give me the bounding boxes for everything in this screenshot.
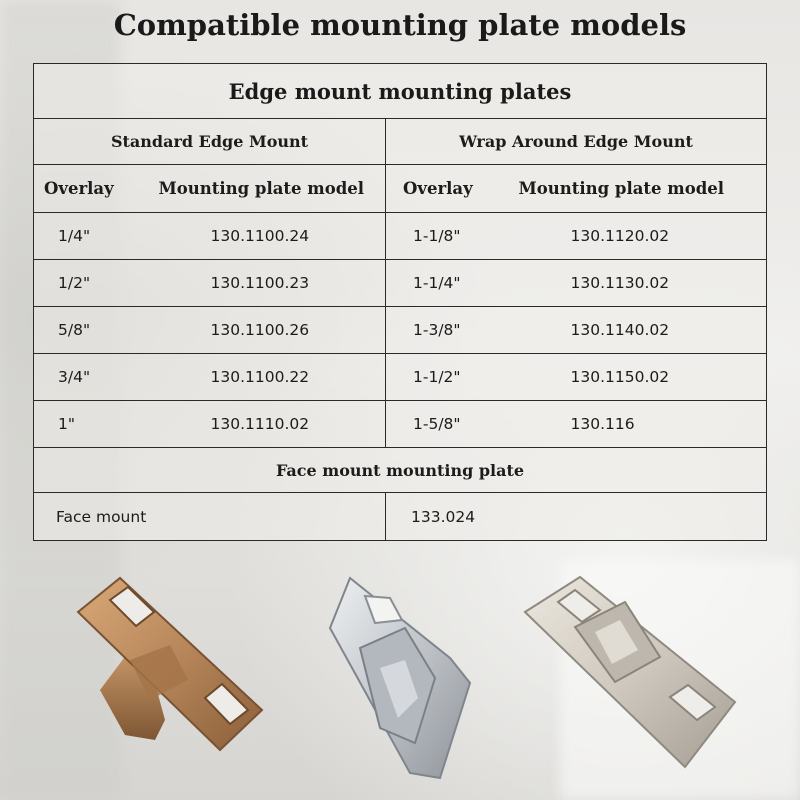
wrap-overlay-cell: 1-1/8": [386, 213, 503, 260]
page-title: Compatible mounting plate models: [113, 8, 687, 42]
standard-overlay-cell: 3/4": [34, 354, 148, 401]
standard-overlay-cell: 1/4": [34, 213, 148, 260]
table-row: [34, 354, 767, 401]
bronze-mounting-plate-image: [70, 570, 270, 770]
standard-model-cell: 130.1110.02: [148, 401, 386, 448]
table-row: [34, 401, 767, 448]
standard-overlay-cell: 1": [34, 401, 148, 448]
wrap-model-cell: 130.1130.02: [503, 260, 767, 307]
wrap-overlay-cell: 1-1/2": [386, 354, 503, 401]
wrap-model-cell: 130.1120.02: [503, 213, 767, 260]
wrap-model-cell: 130.1140.02: [503, 307, 767, 354]
nickel-mounting-plate-image: [520, 572, 740, 772]
wrap-model-header: Mounting plate model: [503, 165, 767, 213]
standard-model-cell: 130.1100.22: [148, 354, 386, 401]
wrap-overlay-cell: 1-3/8": [386, 307, 503, 354]
standard-model-cell: 130.1100.26: [148, 307, 386, 354]
table-row: [34, 260, 767, 307]
standard-edge-heading: Standard Edge Mount: [34, 119, 386, 165]
wrap-overlay-cell: 1-1/4": [386, 260, 503, 307]
face-mount-model: 133.024: [386, 493, 767, 541]
wrap-overlay-header: Overlay: [386, 165, 503, 213]
wrap-overlay-cell: 1-5/8": [386, 401, 503, 448]
standard-model-header: Mounting plate model: [148, 165, 386, 213]
wrap-model-cell: 130.1150.02: [503, 354, 767, 401]
standard-overlay-cell: 1/2": [34, 260, 148, 307]
standard-model-cell: 130.1100.24: [148, 213, 386, 260]
standard-model-cell: 130.1100.23: [148, 260, 386, 307]
face-mount-heading: Face mount mounting plate: [34, 448, 767, 493]
table-row: [34, 493, 767, 541]
standard-overlay-header: Overlay: [34, 165, 148, 213]
wrap-model-cell: 130.116: [503, 401, 767, 448]
wrap-edge-heading: Wrap Around Edge Mount: [386, 119, 767, 165]
table-row: [34, 307, 767, 354]
mounting-plate-table: [33, 63, 767, 541]
table-heading: Edge mount mounting plates: [34, 64, 767, 119]
standard-overlay-cell: 5/8": [34, 307, 148, 354]
face-mount-label: Face mount: [34, 493, 386, 541]
silver-mounting-plate-image: [320, 568, 480, 783]
table-row: [34, 213, 767, 260]
